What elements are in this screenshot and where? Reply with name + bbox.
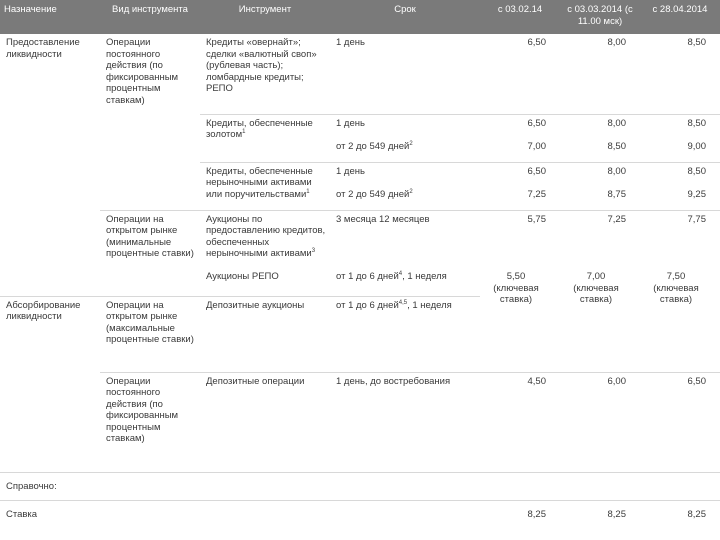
table-row xyxy=(0,34,720,114)
purpose-reference: Справочно: xyxy=(0,472,100,500)
rate-cell: 8,50 xyxy=(640,162,720,186)
header-date-2: с 03.03.2014 (с 11.00 мск) xyxy=(560,0,640,34)
rate-cell: 8,25 xyxy=(480,500,560,523)
term-cell: 1 день xyxy=(336,37,365,48)
type-standing-1: Операции постоянного действия (по фиксированным процентным ставкам) xyxy=(106,37,179,106)
type-standing-2: Операции постоянного действия (по фиксированным процентным ставкам) xyxy=(100,372,200,472)
header-instrument-type: Вид инструмента xyxy=(100,0,200,34)
rate-cell: 7,50 (ключевая ставка) xyxy=(653,271,699,305)
rate-cell: 8,50 xyxy=(640,114,720,138)
term-cell: от 1 до 6 дней$^4$, 1 неделя xyxy=(336,270,447,282)
instrument-cell: Депозитные аукционы xyxy=(200,296,330,372)
header-purpose: Назначение xyxy=(0,0,100,34)
rate-cell: 8,25 xyxy=(560,500,640,523)
term-cell: от 2 до 549 дней$^2$ xyxy=(336,188,413,200)
purpose-absorption: Абсорбирование ликвидности xyxy=(0,296,100,472)
term-cell: 1 день xyxy=(330,114,480,138)
purpose-provision: Предоставление ликвидности xyxy=(6,37,80,60)
rate-cell: 5,75 xyxy=(480,210,560,268)
rate-cell: 8,50 xyxy=(607,141,626,152)
instrument-cell: Кредиты, обеспеченные нерыночными активами или поручительствами$^1$ xyxy=(200,162,330,210)
term-cell: 1 день, до востребования xyxy=(330,372,480,472)
term-cell: 3 месяца 12 месяцев xyxy=(330,210,480,268)
rate-cell: 6,50 xyxy=(640,372,720,472)
rate-cell: 8,00 xyxy=(560,162,640,186)
rate-cell: 4,50 xyxy=(480,372,560,472)
instrument-cell: Кредиты, обеспеченные золотом$^1$ xyxy=(200,114,330,162)
rate-cell: 6,50 xyxy=(480,162,560,186)
rate-cell: 9,00 xyxy=(687,141,706,152)
table-row xyxy=(0,210,720,268)
rate-cell: 6,50 xyxy=(527,37,546,48)
header-date-1: с 03.02.14 xyxy=(480,0,560,34)
header-date-3: с 28.04.2014 xyxy=(640,0,720,34)
instrument-cell: Аукционы РЕПО xyxy=(206,271,279,282)
rate-cell: 5,50 (ключевая ставка) xyxy=(493,271,539,305)
rate-cell: 8,00 xyxy=(607,37,626,48)
purpose-rate: Ставка xyxy=(0,500,100,523)
rate-cell: 8,50 xyxy=(687,37,706,48)
rate-cell: 7,25 xyxy=(560,210,640,268)
rate-cell: 8,00 xyxy=(560,114,640,138)
table-row xyxy=(0,372,720,472)
rate-cell: 9,25 xyxy=(687,189,706,200)
table-row xyxy=(0,472,720,500)
header-instrument: Инструмент xyxy=(200,0,330,34)
header-row xyxy=(0,0,720,34)
rate-cell: 7,00 xyxy=(527,141,546,152)
instrument-cell: Кредиты «овернайт»; сделки «валютный своп» (рублевая часть); ломбардные кредиты; РЕПО xyxy=(206,37,317,94)
rate-cell: 6,00 xyxy=(560,372,640,472)
rate-cell: 8,25 xyxy=(640,500,720,523)
instrument-cell: Аукционы по предоставлению кредитов, обеспеченных нерыночными активами$^3$ xyxy=(200,210,330,268)
rate-cell: 7,00 (ключевая ставка) xyxy=(573,271,619,305)
table-row xyxy=(0,500,720,523)
type-open-max: Операции на открытом рынке (максимальные процентные ставки) xyxy=(100,296,200,372)
type-open-min: Операции на открытом рынке (минимальные процентные ставки) xyxy=(100,210,200,296)
header-term: Срок xyxy=(330,0,480,34)
rate-cell: 7,25 xyxy=(527,189,546,200)
rate-cell: 6,50 xyxy=(480,114,560,138)
instrument-cell: Депозитные операции xyxy=(200,372,330,472)
rate-cell: 7,75 xyxy=(640,210,720,268)
rate-cell: 8,75 xyxy=(607,189,626,200)
term-cell: от 1 до 6 дней$^{4,5}$, 1 неделя xyxy=(330,296,480,372)
term-cell: 1 день xyxy=(330,162,480,186)
term-cell: от 2 до 549 дней$^2$ xyxy=(336,140,413,152)
